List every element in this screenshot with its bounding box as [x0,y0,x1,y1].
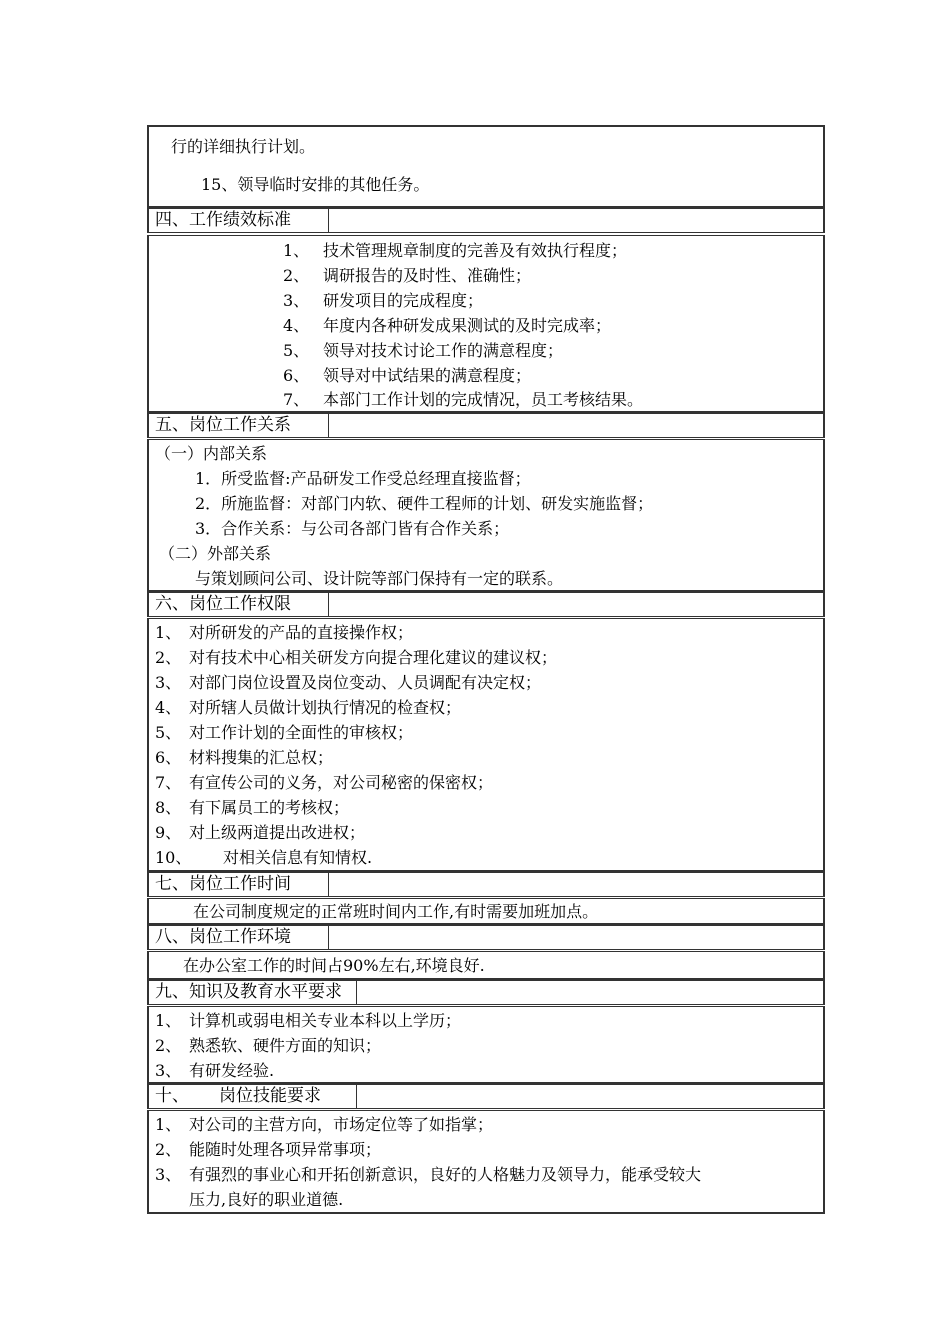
item-text: 对所辖人员做计划执行情况的检查权； [189,698,462,717]
section-10-body [147,1110,825,1214]
list-item [155,772,493,794]
item-text: 对上级两道提出改进权； [189,823,366,842]
item-number: 1、 [155,1115,182,1134]
item-number: 1、 [155,623,182,642]
item-text: 有宣传公司的义务，对公司秘密的保密权； [189,773,494,792]
item-text: 有下属员工的考核权； [189,798,350,817]
item-text: 技术管理规章制度的完善及有效执行程度； [323,241,628,260]
section-5-header [147,413,825,438]
section-9-body [147,1006,825,1084]
section-6-body [147,618,825,872]
list-item [155,822,365,844]
section-8-body [147,951,825,980]
item-number: 3、 [155,1165,182,1184]
item-number: 2、 [155,1140,182,1159]
list-item [283,240,627,262]
list-item [155,672,541,694]
list-item [155,697,461,719]
section-5-title: 五、岗位工作关系 [149,414,329,437]
item-text: 对相关信息有知情权. [223,848,373,867]
item-text: 对有技术中心相关研发方向提合理化建议的建议权； [189,648,558,667]
section-10-text: 岗位技能要求 [219,1086,321,1106]
section-9-header [147,980,825,1005]
list-item [155,1060,274,1082]
section-6-title: 六、岗位工作权限 [149,593,329,616]
internal-item: 3．合作关系：与公司各部门皆有合作关系； [195,519,510,538]
work-environment-text: 在办公室工作的时间占90%左右,环境良好. [183,956,485,975]
section-4-title: 四、工作绩效标准 [149,209,329,232]
item-number: 9、 [155,823,182,842]
list-item [283,365,531,387]
section-10-number: 十、 [155,1086,189,1106]
item-number: 10、 [155,848,192,867]
item-number: 1、 [155,1011,182,1030]
task-15-line: 15、领导临时安排的其他任务。 [201,175,430,194]
item-text: 对公司的主营方向，市场定位等了如指掌； [189,1115,494,1134]
continuation-line: 行的详细执行计划。 [171,137,316,156]
item-text: 本部门工作计划的完成情况，员工考核结果。 [323,390,644,409]
item-number: 1、 [283,241,310,260]
item-text: 熟悉软、硬件方面的知识； [189,1036,382,1055]
list-item [155,1139,381,1161]
item-text: 研发项目的完成程度； [323,291,484,310]
item-text: 材料搜集的汇总权； [189,748,334,767]
list-item [283,340,563,362]
item-text: 对所研发的产品的直接操作权； [189,623,414,642]
section-10-header [147,1084,825,1109]
item-number: 6、 [155,748,182,767]
item-text: 能随时处理各项异常事项； [189,1140,382,1159]
list-item [283,315,611,337]
list-item [155,722,413,744]
external-text: 与策划顾问公司、设计院等部门保持有一定的联系。 [195,569,564,588]
item-number: 3、 [155,1061,182,1080]
section-6-header [147,592,825,617]
section-7-body [147,898,825,925]
section-7-title: 七、岗位工作时间 [149,873,329,896]
list-item-continuation: 压力,良好的职业道德. [189,1190,344,1209]
item-number: 7、 [283,390,310,409]
internal-item: 1．所受监督:产品研发工作受总经理直接监督； [195,469,531,488]
work-time-text: 在公司制度规定的正常班时间内工作,有时需要加班加点。 [193,902,599,921]
section-7-header [147,872,825,897]
item-text: 对部门岗位设置及岗位变动、人员调配有决定权； [189,673,542,692]
item-number: 3、 [283,291,310,310]
list-item [155,622,413,644]
internal-relations-heading: （一）内部关系 [155,444,268,463]
item-number: 8、 [155,798,182,817]
list-item [283,389,643,411]
item-text: 领导对中试结果的满意程度； [323,366,532,385]
item-number: 7、 [155,773,182,792]
item-text: 有研发经验. [189,1061,275,1080]
list-item [155,847,372,869]
item-text: 计算机或弱电相关专业本科以上学历； [189,1011,462,1030]
section-8-title: 八、岗位工作环境 [149,926,329,949]
section-8-header [147,925,825,950]
list-item [155,797,349,819]
section-5-body [147,439,825,592]
list-item [155,1035,381,1057]
list-item [155,647,557,669]
internal-item: 2．所施监督：对部门内软、硬件工程师的计划、研发实施监督； [195,494,654,513]
item-number: 2、 [155,648,182,667]
section-10-title [149,1085,357,1108]
external-relations-heading: （二）外部关系 [159,544,272,563]
top-continuation-box [147,125,825,208]
section-4-body [147,235,825,413]
item-text: 调研报告的及时性、准确性； [323,266,532,285]
item-number: 3、 [155,673,182,692]
list-item [155,747,333,769]
item-text: 领导对技术讨论工作的满意程度； [323,341,564,360]
item-number: 4、 [155,698,182,717]
item-number: 4、 [283,316,310,335]
section-4-header [147,208,825,233]
section-9-title: 九、知识及教育水平要求 [149,981,357,1004]
list-item [155,1010,461,1032]
item-text: 年度内各种研发成果测试的及时完成率； [323,316,612,335]
list-item [155,1114,493,1136]
item-number: 2、 [155,1036,182,1055]
item-number: 2、 [283,266,310,285]
list-item [283,290,483,312]
item-text: 有强烈的事业心和开拓创新意识，良好的人格魅力及领导力，能承受较大 [189,1165,702,1184]
item-text: 对工作计划的全面性的审核权； [189,723,414,742]
item-number: 6、 [283,366,310,385]
item-number: 5、 [155,723,182,742]
list-item [155,1164,701,1186]
item-number: 5、 [283,341,310,360]
list-item [283,265,531,287]
